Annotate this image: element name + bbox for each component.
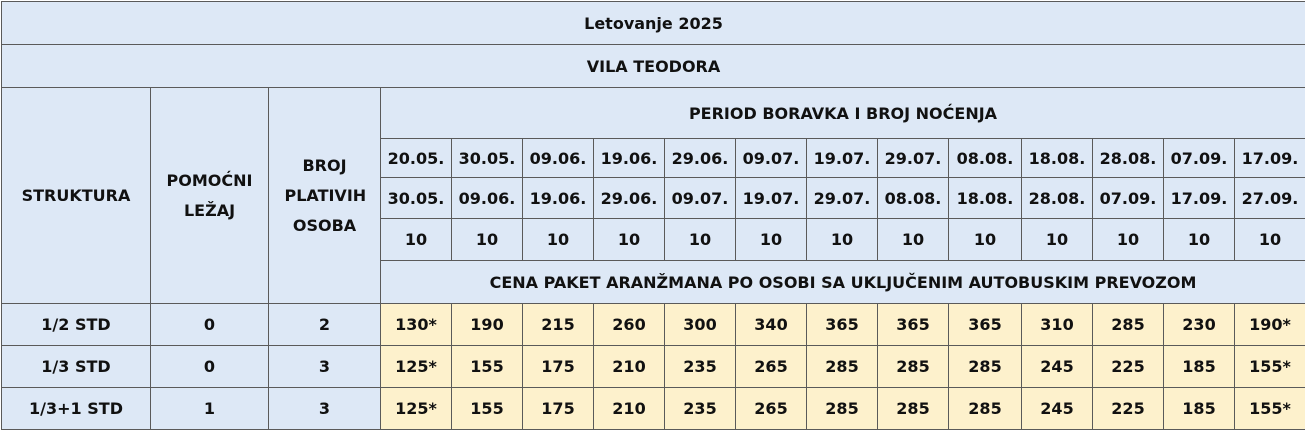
nights-count: 10 <box>949 219 1022 261</box>
price-cell: 285 <box>878 346 949 388</box>
price-cell: 285 <box>1093 304 1164 346</box>
extra-bed-count: 1 <box>151 388 269 430</box>
villa-name: VILA TEODORA <box>2 45 1305 88</box>
room-structure: 1/3+1 STD <box>2 388 151 430</box>
period-start-date: 20.05. <box>381 139 452 178</box>
period-end-date: 18.08. <box>949 178 1022 219</box>
room-structure: 1/2 STD <box>2 304 151 346</box>
price-cell: 310 <box>1022 304 1093 346</box>
header-broj-plativih-osoba <box>269 88 381 304</box>
price-cell: 225 <box>1093 346 1164 388</box>
period-start-date: 08.08. <box>949 139 1022 178</box>
price-cell: 285 <box>807 346 878 388</box>
price-cell: 225 <box>1093 388 1164 430</box>
price-cell: 185 <box>1164 346 1235 388</box>
period-end-date: 28.08. <box>1022 178 1093 219</box>
paying-persons-count: 2 <box>269 304 381 346</box>
header-cena: CENA PAKET ARANŽMANA PO OSOBI SA UKLJUČENIM AUTOBUSKIM PREVOZOM <box>381 261 1305 304</box>
period-start-date: 28.08. <box>1093 139 1164 178</box>
price-cell: 245 <box>1022 346 1093 388</box>
period-end-date: 29.07. <box>807 178 878 219</box>
price-cell: 210 <box>594 388 665 430</box>
nights-count: 10 <box>665 219 736 261</box>
paying-persons-count: 3 <box>269 388 381 430</box>
period-end-date: 17.09. <box>1164 178 1235 219</box>
period-end-date: 30.05. <box>381 178 452 219</box>
period-end-date: 27.09. <box>1235 178 1305 219</box>
period-end-date: 19.06. <box>523 178 594 219</box>
table-title: Letovanje 2025 <box>2 2 1305 45</box>
period-start-date: 09.06. <box>523 139 594 178</box>
header-broj-plativih-osoba-label: BROJ PLATIVIH OSOBA <box>285 151 365 241</box>
nights-count: 10 <box>1093 219 1164 261</box>
period-start-date: 29.07. <box>878 139 949 178</box>
price-cell: 125* <box>381 346 452 388</box>
room-structure: 1/3 STD <box>2 346 151 388</box>
period-end-date: 19.07. <box>736 178 807 219</box>
price-cell: 190* <box>1235 304 1305 346</box>
period-end-date: 08.08. <box>878 178 949 219</box>
header-period: PERIOD BORAVKA I BROJ NOĆENJA <box>381 88 1305 139</box>
price-cell: 260 <box>594 304 665 346</box>
nights-count: 10 <box>452 219 523 261</box>
price-cell: 285 <box>949 388 1022 430</box>
period-start-date: 07.09. <box>1164 139 1235 178</box>
price-cell: 340 <box>736 304 807 346</box>
price-cell: 285 <box>949 346 1022 388</box>
period-end-date: 09.06. <box>452 178 523 219</box>
price-table <box>1 1 1305 430</box>
period-start-date: 18.08. <box>1022 139 1093 178</box>
price-cell: 175 <box>523 388 594 430</box>
nights-count: 10 <box>1022 219 1093 261</box>
price-cell: 235 <box>665 388 736 430</box>
period-start-date: 17.09. <box>1235 139 1305 178</box>
nights-count: 10 <box>381 219 452 261</box>
price-cell: 190 <box>452 304 523 346</box>
price-cell: 175 <box>523 346 594 388</box>
period-start-date: 29.06. <box>665 139 736 178</box>
price-cell: 210 <box>594 346 665 388</box>
nights-count: 10 <box>523 219 594 261</box>
nights-count: 10 <box>1164 219 1235 261</box>
nights-count: 10 <box>878 219 949 261</box>
price-cell: 365 <box>807 304 878 346</box>
price-cell: 230 <box>1164 304 1235 346</box>
price-cell: 300 <box>665 304 736 346</box>
period-start-date: 09.07. <box>736 139 807 178</box>
price-cell: 245 <box>1022 388 1093 430</box>
price-cell: 125* <box>381 388 452 430</box>
extra-bed-count: 0 <box>151 346 269 388</box>
paying-persons-count: 3 <box>269 346 381 388</box>
period-start-date: 30.05. <box>452 139 523 178</box>
price-cell: 285 <box>807 388 878 430</box>
price-cell: 265 <box>736 388 807 430</box>
header-pomocni-lezaj <box>151 88 269 304</box>
period-end-date: 29.06. <box>594 178 665 219</box>
price-cell: 185 <box>1164 388 1235 430</box>
period-start-date: 19.06. <box>594 139 665 178</box>
price-cell: 155* <box>1235 346 1305 388</box>
nights-count: 10 <box>1235 219 1305 261</box>
price-cell: 215 <box>523 304 594 346</box>
price-cell: 155 <box>452 346 523 388</box>
period-end-date: 07.09. <box>1093 178 1164 219</box>
price-cell: 365 <box>878 304 949 346</box>
period-end-date: 09.07. <box>665 178 736 219</box>
price-cell: 155 <box>452 388 523 430</box>
price-cell: 235 <box>665 346 736 388</box>
extra-bed-count: 0 <box>151 304 269 346</box>
header-pomocni-lezaj-label: POMOĆNI LEŽAJ <box>166 166 254 226</box>
price-cell: 130* <box>381 304 452 346</box>
price-cell: 155* <box>1235 388 1305 430</box>
price-cell: 265 <box>736 346 807 388</box>
nights-count: 10 <box>736 219 807 261</box>
price-cell: 285 <box>878 388 949 430</box>
nights-count: 10 <box>594 219 665 261</box>
price-cell: 365 <box>949 304 1022 346</box>
period-start-date: 19.07. <box>807 139 878 178</box>
header-struktura: STRUKTURA <box>2 88 151 304</box>
nights-count: 10 <box>807 219 878 261</box>
